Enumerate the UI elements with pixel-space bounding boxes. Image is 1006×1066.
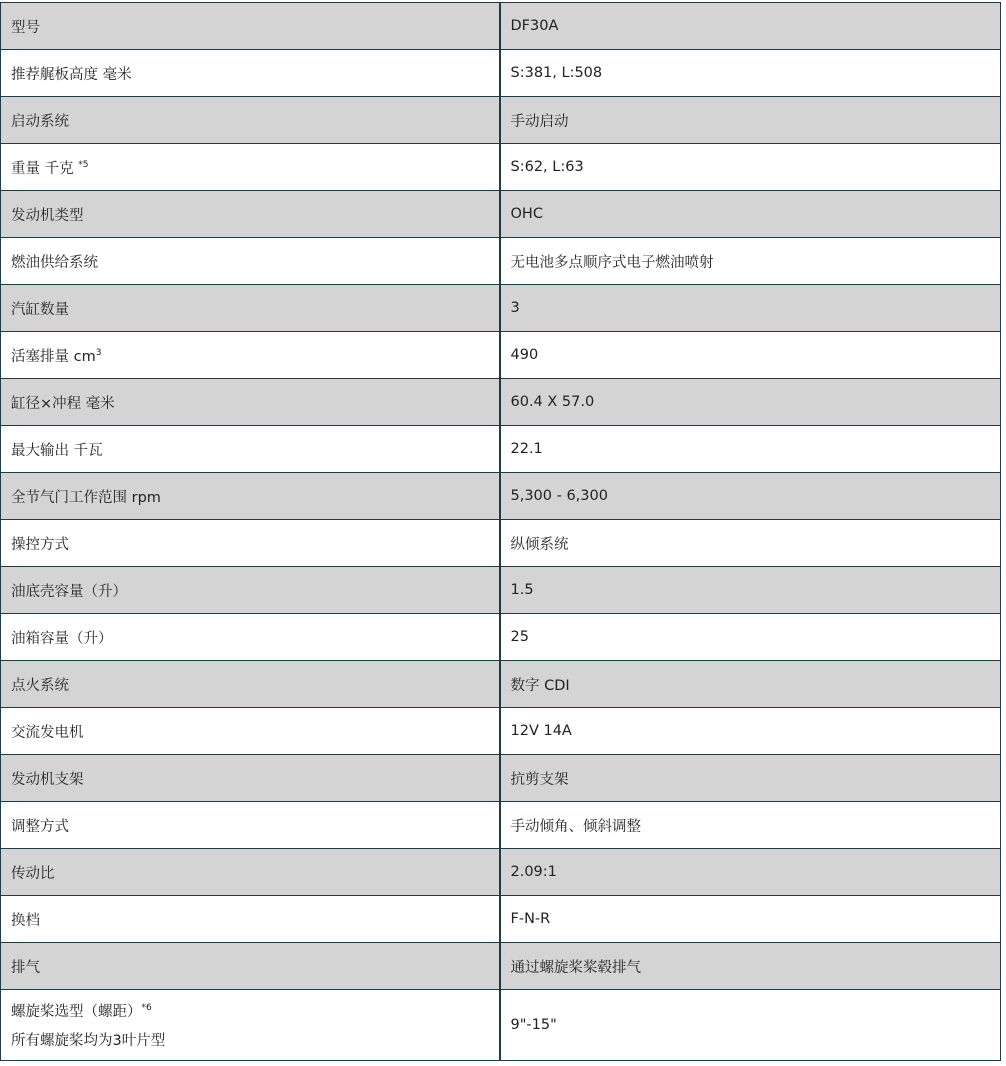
footnote-marker: *5 — [78, 159, 89, 170]
table-row — [1, 97, 1001, 144]
row-label: 燃油供给系统 — [1, 238, 500, 285]
table-row — [1, 426, 1001, 473]
row-value: OHC — [500, 191, 1001, 238]
row-value: 无电池多点顺序式电子燃油喷射 — [500, 238, 1001, 285]
row-value: 通过螺旋桨桨毂排气 — [500, 943, 1001, 990]
table-row — [1, 238, 1001, 285]
row-label: 交流发电机 — [1, 708, 500, 755]
row-label: 排气 — [1, 943, 500, 990]
row-value: 60.4 X 57.0 — [500, 379, 1001, 426]
table-row — [1, 379, 1001, 426]
footnote-marker: *6 — [141, 1003, 152, 1013]
table-row — [1, 990, 1001, 1061]
table-row — [1, 802, 1001, 849]
row-label: 活塞排量 $cm^3$ — [1, 332, 500, 379]
row-label: 调整方式 — [1, 802, 500, 849]
superscript-unit: 3 — [95, 347, 102, 358]
row-value: 抗剪支架 — [500, 755, 1001, 802]
row-label: 点火系统 — [1, 661, 500, 708]
row-label: 换档 — [1, 896, 500, 943]
table-row — [1, 144, 1001, 191]
row-label: 启动系统 — [1, 97, 500, 144]
row-value: 9"-15" — [500, 990, 1001, 1061]
row-value: F-N-R — [500, 896, 1001, 943]
table-row — [1, 50, 1001, 97]
spec-table — [0, 2, 1001, 1061]
row-label-note: 所有螺旋桨均为3叶片型 — [11, 1033, 166, 1049]
row-value: 2.09:1 — [500, 849, 1001, 896]
table-row — [1, 708, 1001, 755]
row-value: S:62, L:63 — [500, 144, 1001, 191]
row-value: 490 — [500, 332, 1001, 379]
row-label: 油箱容量（升） — [1, 614, 500, 661]
table-row — [1, 191, 1001, 238]
row-value: DF30A — [500, 3, 1001, 50]
row-value: 25 — [500, 614, 1001, 661]
row-label: 螺旋桨选型（螺距）$^{*6}$ 所有螺旋桨均为3叶片型 — [1, 990, 500, 1061]
table-row — [1, 849, 1001, 896]
row-label: 全节气门工作范围 rpm — [1, 473, 500, 520]
row-label: 最大输出 千瓦 — [1, 426, 500, 473]
row-value: 22.1 — [500, 426, 1001, 473]
row-value: 手动启动 — [500, 97, 1001, 144]
table-row — [1, 332, 1001, 379]
row-label: 发动机支架 — [1, 755, 500, 802]
row-value: 数字 CDI — [500, 661, 1001, 708]
table-row — [1, 567, 1001, 614]
row-value: 5,300 - 6,300 — [500, 473, 1001, 520]
row-value: 12V 14A — [500, 708, 1001, 755]
table-row — [1, 896, 1001, 943]
row-label: 型号 — [1, 3, 500, 50]
row-value: 1.5 — [500, 567, 1001, 614]
row-label: 发动机类型 — [1, 191, 500, 238]
table-row — [1, 285, 1001, 332]
row-value: S:381, L:508 — [500, 50, 1001, 97]
row-label: 推荐艉板高度 毫米 — [1, 50, 500, 97]
row-label: 缸径×冲程 毫米 — [1, 379, 500, 426]
row-label: 重量 千克 $^{*5}$ — [1, 144, 500, 191]
row-value: 3 — [500, 285, 1001, 332]
table-row — [1, 3, 1001, 50]
row-label: 传动比 — [1, 849, 500, 896]
row-label: 操控方式 — [1, 520, 500, 567]
table-row — [1, 661, 1001, 708]
row-label: 汽缸数量 — [1, 285, 500, 332]
row-value: 纵倾系统 — [500, 520, 1001, 567]
row-label: 油底壳容量（升） — [1, 567, 500, 614]
table-row — [1, 473, 1001, 520]
table-row — [1, 943, 1001, 990]
table-row — [1, 614, 1001, 661]
table-row — [1, 520, 1001, 567]
row-value: 手动倾角、倾斜调整 — [500, 802, 1001, 849]
table-row — [1, 755, 1001, 802]
